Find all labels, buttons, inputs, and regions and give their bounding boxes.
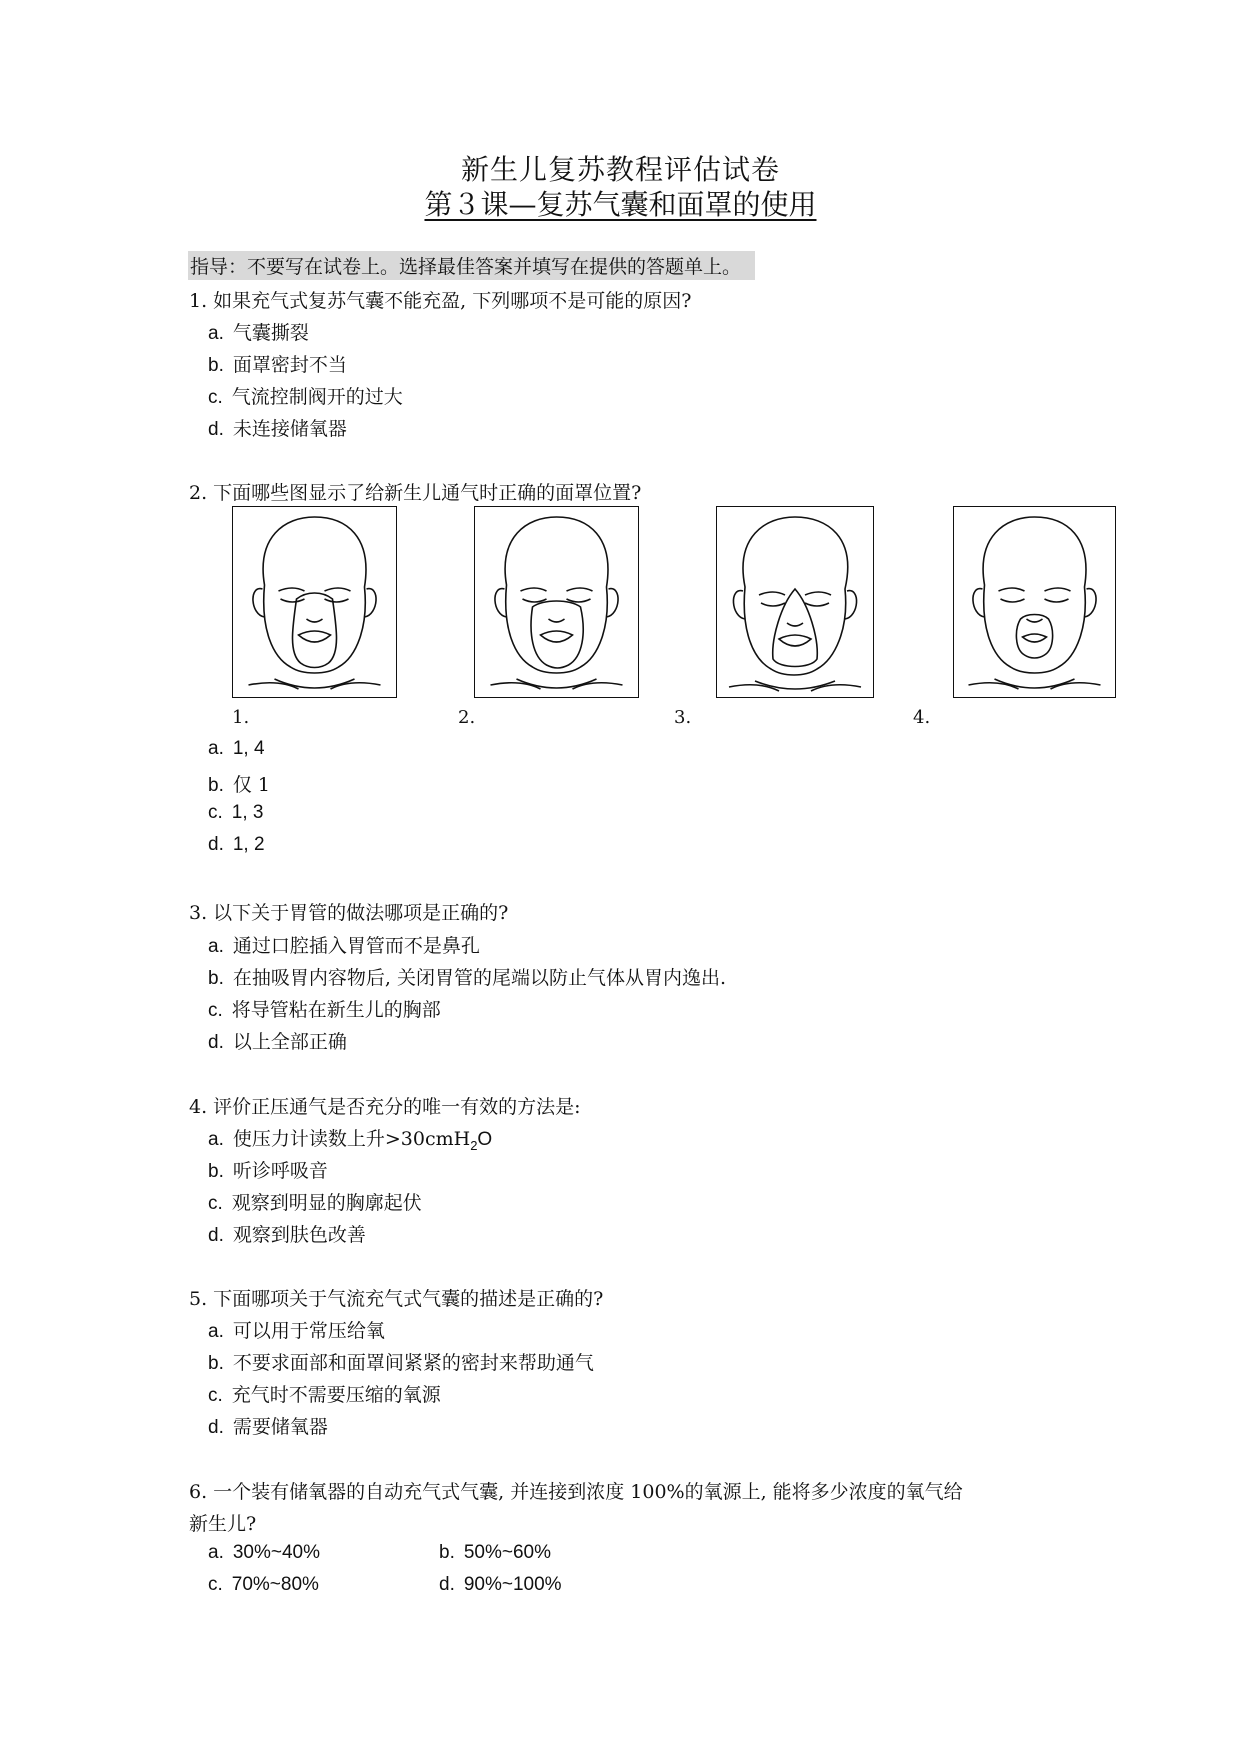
exam-title: 新生儿复苏教程评估试卷	[460, 153, 780, 186]
face-label-3: 3.	[674, 707, 692, 728]
question-3-option-a: a. 通过口腔插入胃管而不是鼻孔	[208, 935, 480, 957]
question-3-option-c: c. 将导管粘在新生儿的胸部	[208, 999, 441, 1021]
question-6-option-d: d. 90%~100%	[439, 1574, 562, 1595]
question-5-stem: 5. 下面哪项关于气流充气式气囊的描述是正确的?	[189, 1288, 604, 1310]
question-6-stem-line-2: 新生儿?	[189, 1513, 257, 1535]
question-1-stem: 1. 如果充气式复苏气囊不能充盈, 下列哪项不是可能的原因?	[189, 290, 692, 312]
face-figure-3	[716, 506, 874, 698]
question-1-option-a: a. 气囊撕裂	[208, 322, 309, 344]
question-3-option-b: b. 在抽吸胃内容物后, 关闭胃管的尾端以防止气体从胃内逸出.	[208, 967, 726, 989]
question-3-stem: 3. 以下关于胃管的做法哪项是正确的?	[189, 902, 509, 924]
face-figure-2	[474, 506, 639, 698]
question-1-option-b: b. 面罩密封不当	[208, 354, 347, 376]
question-2-option-c: c. 1, 3	[208, 802, 264, 823]
baby-face-mask-2-illustration	[475, 507, 638, 697]
question-6-option-c: c. 70%~80%	[208, 1574, 319, 1595]
question-5-option-a: a. 可以用于常压给氧	[208, 1320, 385, 1342]
face-label-1: 1.	[232, 707, 250, 728]
baby-face-mask-4-illustration	[954, 507, 1115, 697]
question-4-option-c: c. 观察到明显的胸廓起伏	[208, 1192, 422, 1214]
question-4-option-b: b. 听诊呼吸音	[208, 1160, 328, 1182]
question-6-option-a: a. 30%~40%	[208, 1542, 321, 1563]
question-5-option-c: c. 充气时不需要压缩的氧源	[208, 1384, 441, 1406]
face-label-4: 4.	[913, 707, 931, 728]
question-3-option-d: d. 以上全部正确	[208, 1031, 347, 1053]
question-1-option-c: c. 气流控制阀开的过大	[208, 386, 403, 408]
question-2-stem: 2. 下面哪些图显示了给新生儿通气时正确的面罩位置?	[189, 482, 642, 504]
question-2-option-a: a. 1, 4	[208, 738, 265, 759]
question-2-option-d: d. 1, 2	[208, 834, 265, 855]
question-1-option-d: d. 未连接储氧器	[208, 418, 347, 440]
face-label-2: 2.	[458, 707, 476, 728]
lesson-subtitle: 第３课—复苏气囊和面罩的使用	[424, 188, 817, 221]
baby-face-mask-3-illustration	[717, 507, 873, 697]
question-5-option-b: b. 不要求面部和面罩间紧紧的密封来帮助通气	[208, 1352, 594, 1374]
question-5-option-d: d. 需要储氧器	[208, 1416, 328, 1438]
question-6-option-b: b. 50%~60%	[439, 1542, 552, 1563]
question-4-option-d: d. 观察到肤色改善	[208, 1224, 366, 1246]
instruction-banner: 指导：不要写在试卷上。选择最佳答案并填写在提供的答题单上。	[188, 251, 755, 280]
face-figure-1	[232, 506, 397, 698]
baby-face-mask-1-illustration	[233, 507, 396, 697]
question-6-stem-line-1: 6. 一个装有储氧器的自动充气式气囊, 并连接到浓度 100%的氧源上, 能将多少浓度的氧气给	[189, 1481, 963, 1503]
face-figure-4	[953, 506, 1116, 698]
question-4-option-a: a. 使压力计读数上升>30cmH$_2$O	[208, 1128, 493, 1153]
question-2-option-b: b. 仅 1	[208, 774, 270, 796]
question-4-stem: 4. 评价正压通气是否充分的唯一有效的方法是:	[189, 1096, 581, 1118]
